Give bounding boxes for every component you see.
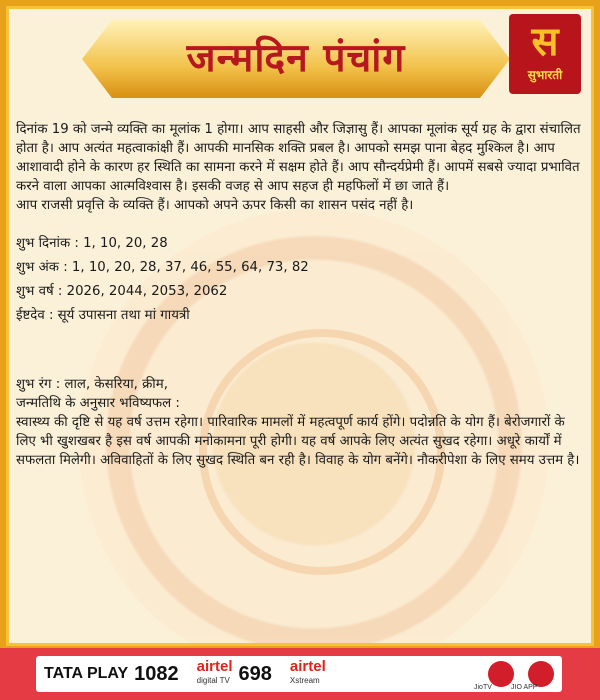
tataplay-channel: 1082: [134, 662, 179, 685]
jioapp-label: JIO APP: [511, 684, 538, 691]
paragraph-intro: दिनांक 19 को जन्मे व्यक्ति का मूलांक 1 होगा। आप साहसी और जिज्ञासु हैं। आपका मूलांक सूर्य ग्रह के द्वारा संचालित होता है। आप अत्यंत महत्वाकांक्षी हैं। आपकी मानसिक शक्ति प्रबल है। आपको समझ पाना बेहद मुश्किल है। आप आशावादी होने के कारण हर स्थिति का सामना करने में सक्षम होते हैं। आप सौन्दर्यप्रेमी हैं। आपमें सबसे ज्यादा प्रभावित करने वाला आपका आत्मविश्वास है। इसकी वजह से आप सहज ही महफिलों में छा जाते हैं।: [16, 122, 581, 194]
airtel-xstream-logo: airtel Xstream: [289, 658, 326, 685]
forecast-text: स्वास्थ्य की दृष्टि से यह वर्ष उत्तम रहेगा। पारिवारिक मामलों में महत्वपूर्ण कार्य होंगे। पदोन्नति के योग हैं। बेरोजगारों के लिए भी खुशखबर है इस वर्ष आपकी मनोकामना पूरी होगी। यह वर्ष आपके लिए अत्यंत सुखद रहेगा। अधूरे कार्यों में सफलता मिलेगी। अविवाहितों के लिए सुखद स्थिति बन रही है। विवाह के योग बनेंगे। नौकरीपेशा के लिए समय उत्तम है।: [16, 415, 580, 468]
tataplay-logo: TATA PLAY: [44, 665, 129, 682]
airtel-channel: 698: [238, 662, 272, 685]
logo-mark: स: [531, 19, 559, 65]
page-title: जन्मदिन पंचांग: [186, 36, 406, 81]
lucky-years: शुभ वर्ष : 2026, 2044, 2053, 2062: [16, 284, 228, 299]
logo-text: सुभारती: [527, 68, 563, 82]
airtel-dtv-logo: airtel digital TV: [196, 658, 233, 685]
jiotv-label: JioTV: [474, 684, 492, 691]
paragraph-nature: आप राजसी प्रवृत्ति के व्यक्ति हैं। आपको अपने ऊपर किसी का शासन पसंद नहीं है।: [16, 198, 414, 213]
article-body: [16, 120, 582, 470]
brand-logo: [509, 14, 581, 94]
lucky-colors: शुभ रंग : लाल, केसरिया, क्रीम,: [16, 377, 168, 392]
deity: ईष्टदेव : सूर्य उपासना तथा मां गायत्री: [16, 308, 190, 323]
lucky-dates: शुभ दिनांक : 1, 10, 20, 28: [16, 236, 168, 251]
forecast-heading: जन्मतिथि के अनुसार भविष्यफल :: [16, 396, 180, 411]
lucky-numbers: शुभ अंक : 1, 10, 20, 28, 37, 46, 55, 64, 73, 82: [16, 260, 309, 275]
